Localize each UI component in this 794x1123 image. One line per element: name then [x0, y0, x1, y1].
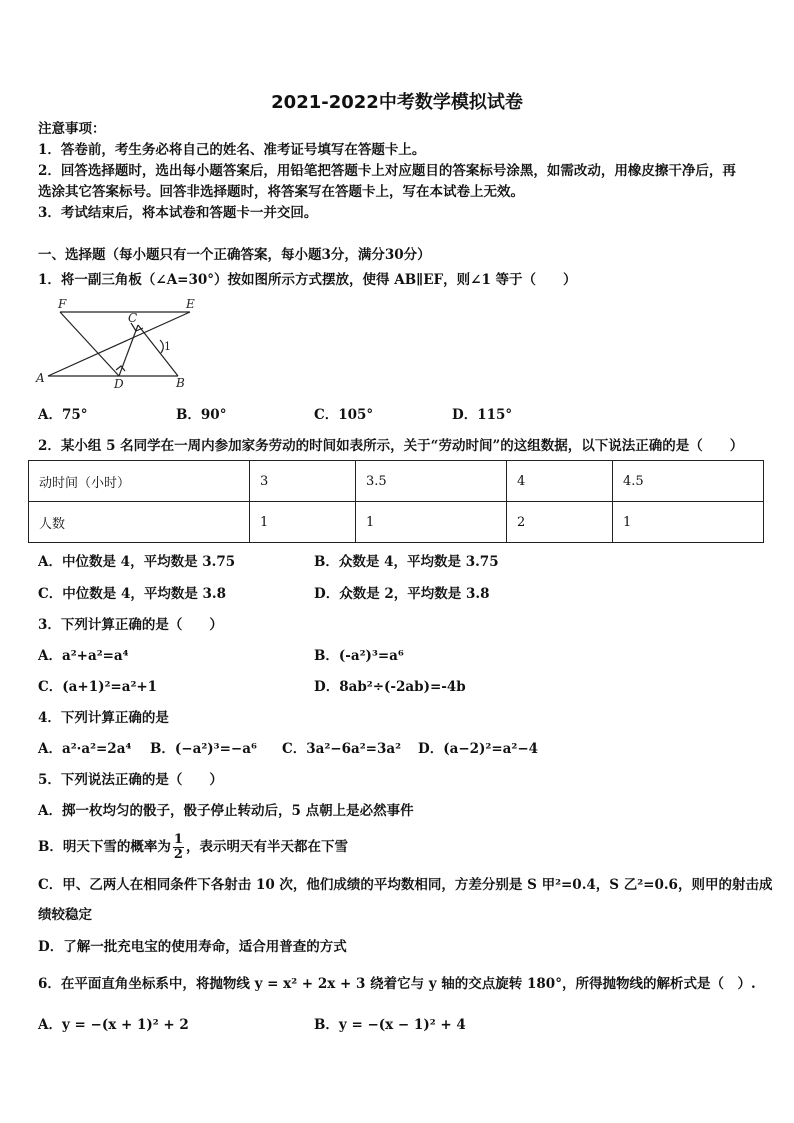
notice-item: 1．答卷前，考生务必将自己的姓名、准考证号填写在答题卡上。 — [38, 142, 426, 158]
option-b-text-pre: B．明天下雪的概率为 — [38, 839, 171, 855]
option-c[interactable]: C．甲、乙两人在相同条件下各射击 10 次，他们成绩的平均数相同，方差分别是 S 甲²=0.4，S 乙²=0.6，则甲的射击成 — [38, 877, 773, 893]
option-b[interactable]: B．(-a²)³=a⁶ — [314, 648, 404, 664]
option-d[interactable]: D．8ab²÷(-2ab)=-4b — [314, 679, 466, 695]
option-b[interactable]: B．(−a²)³=−a⁶ — [150, 741, 257, 757]
table-cell: 4.5 — [613, 461, 764, 502]
table-cell: 1 — [356, 502, 507, 543]
option-c[interactable]: C．3a²−6a²=3a² — [282, 741, 402, 757]
question-1-stem: 1．将一副三角板（∠A=30°）按如图所示方式摆放，使得 AB∥EF，则∠1 等于（ ） — [38, 272, 577, 288]
table-row — [29, 502, 764, 543]
question-2-stem: 2．某小组 5 名同学在一周内参加家务劳动的时间如表所示，关于“劳动时间”的这组数据，以下说法正确的是（ ） — [38, 438, 744, 454]
line-DC — [119, 325, 138, 376]
notice-item: 2．回答选择题时，选出每小题答案后，用铅笔把答题卡上对应题目的答案标号涂黑，如需改动，用橡皮擦干净后，再 — [38, 163, 736, 179]
table-cell: 3 — [250, 461, 356, 502]
table-cell: 1 — [250, 502, 356, 543]
fraction-numerator: 1 — [173, 832, 183, 847]
option-c[interactable]: C．(a+1)²=a²+1 — [38, 679, 158, 695]
label-B: B — [176, 376, 185, 390]
option-d[interactable]: D．了解一批充电宝的使用寿命，适合用普查的方式 — [38, 939, 347, 955]
label-F: F — [58, 297, 67, 311]
option-a[interactable]: A．中位数是 4，平均数是 3.75 — [38, 554, 236, 570]
table-cell: 动时间（小时） — [29, 461, 250, 502]
question-5-stem: 5．下列说法正确的是（ ） — [38, 772, 223, 788]
section-heading: 一、选择题（每小题只有一个正确答案，每小题3分，满分30分） — [38, 247, 431, 263]
option-c-continued: 绩较稳定 — [38, 907, 92, 923]
option-a[interactable]: A．a²·a²=2a⁴ — [38, 741, 132, 757]
table-cell: 2 — [506, 502, 612, 543]
label-A: A — [36, 371, 45, 385]
option-d[interactable]: D．115° — [452, 407, 513, 423]
option-b[interactable]: B．y = −(x − 1)² + 4 — [314, 1017, 466, 1033]
triangle-figure — [30, 296, 200, 391]
label-D: D — [114, 377, 124, 391]
option-a[interactable]: A．75° — [38, 407, 88, 423]
question-4-stem: 4．下列计算正确的是 — [38, 710, 169, 726]
notice-item: 3．考试结束后，将本试卷和答题卡一并交回。 — [38, 205, 318, 221]
angle-1-arc — [160, 340, 163, 353]
table-row — [29, 461, 764, 502]
notice-heading: 注意事项： — [38, 121, 106, 137]
option-d[interactable]: D．(a−2)²=a²−4 — [418, 741, 539, 757]
label-E: E — [186, 297, 195, 311]
fraction-denominator: 2 — [173, 847, 183, 862]
option-a[interactable]: A．掷一枚均匀的骰子，骰子停止转动后，5 点朝上是必然事件 — [38, 803, 414, 819]
option-b[interactable]: B．众数是 4，平均数是 3.75 — [314, 554, 499, 570]
page-title: 2021-2022中考数学模拟试卷 — [271, 92, 523, 113]
label-C: C — [128, 311, 138, 325]
notice-item: 选涂其它答案标号。回答非选择题时，将答案写在答题卡上，写在本试卷上无效。 — [38, 184, 524, 200]
option-c[interactable]: C．105° — [314, 407, 374, 423]
option-b[interactable] — [38, 830, 348, 864]
line-CB — [138, 325, 178, 376]
option-b-text-post: ，表示明天有半天都在下雪 — [185, 839, 348, 855]
question-6-stem: 6．在平面直角坐标系中，将抛物线 y = x² + 2x + 3 绕着它与 y 轴的交点旋转 180°，所得抛物线的解析式是（ ）. — [38, 976, 756, 992]
table-cell: 3.5 — [356, 461, 507, 502]
option-b[interactable]: B．90° — [176, 407, 227, 423]
option-a[interactable]: A．a²+a²=a⁴ — [38, 648, 129, 664]
question-1-figure — [30, 296, 200, 395]
table-cell: 4 — [506, 461, 612, 502]
table-cell: 1 — [613, 502, 764, 543]
table-cell: 人数 — [29, 502, 250, 543]
option-c[interactable]: C．中位数是 4，平均数是 3.8 — [38, 586, 227, 602]
option-a[interactable]: A．y = −(x + 1)² + 2 — [38, 1017, 189, 1033]
right-angle-mark-D — [116, 366, 125, 371]
question-3-stem: 3．下列计算正确的是（ ） — [38, 617, 223, 633]
label-angle-1: 1 — [164, 340, 171, 353]
option-d[interactable]: D．众数是 2，平均数是 3.8 — [314, 586, 490, 602]
labor-time-table — [28, 460, 764, 543]
fraction-one-half — [173, 833, 184, 862]
